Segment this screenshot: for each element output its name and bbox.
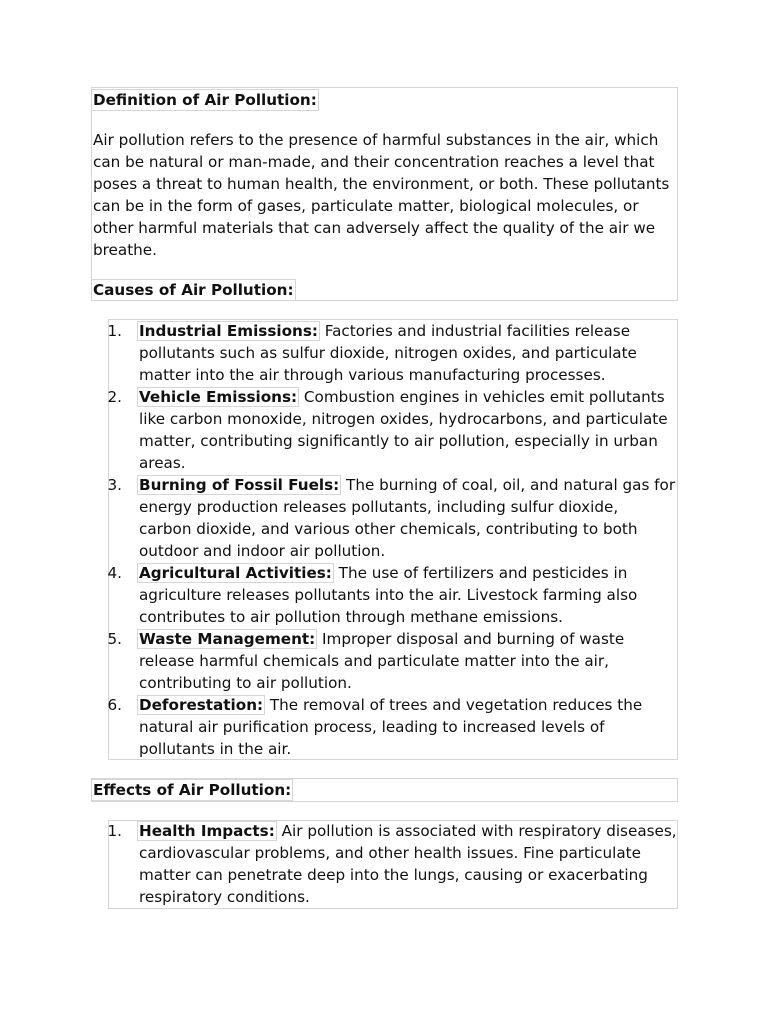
list-text: Air pollution is associated with respiratory diseases, <box>276 822 677 840</box>
list-term: Burning of Fossil Fuels: <box>139 476 340 494</box>
list-text: contributes to air pollution through methane emissions. <box>139 608 563 626</box>
list-text: release harmful chemicals and particulate matter into the air, <box>139 652 609 670</box>
list-text: The removal of trees and vegetation reduces the <box>265 696 643 714</box>
list-text: Combustion engines in vehicles emit pollutants <box>299 388 665 406</box>
list-text: Factories and industrial facilities release <box>319 322 631 340</box>
effects-heading: Effects of Air Pollution: <box>93 781 292 799</box>
paragraph-line: can be natural or man-made, and their concentration reaches a level that <box>93 153 655 171</box>
list-number: 5. <box>107 630 122 648</box>
list-text: The burning of coal, oil, and natural gas for <box>341 476 676 494</box>
paragraph-line: Air pollution refers to the presence of harmful substances in the air, which <box>93 131 659 149</box>
list-text: respiratory conditions. <box>139 888 310 906</box>
list-text: matter, contributing significantly to air pollution, especially in urban <box>139 432 658 450</box>
list-text: outdoor and indoor air pollution. <box>139 542 386 560</box>
list-number: 4. <box>107 564 122 582</box>
causes-items <box>0 320 768 760</box>
paragraph-line: other harmful materials that can adversely affect the quality of the air we <box>93 219 656 237</box>
definition-heading: Definition of Air Pollution: <box>93 91 317 109</box>
list-text: pollutants such as sulfur dioxide, nitrogen oxides, and particulate <box>139 344 637 362</box>
list-text: natural air purification process, leading to increased levels of <box>139 718 605 736</box>
list-text: pollutants in the air. <box>139 740 292 758</box>
list-text: Improper disposal and burning of waste <box>317 630 625 648</box>
paragraph-line: breathe. <box>93 241 157 259</box>
list-text: agriculture releases pollutants into the air. Livestock farming also <box>139 586 638 604</box>
list-text: areas. <box>139 454 186 472</box>
list-text: contributing to air pollution. <box>139 674 352 692</box>
list-term: Health Impacts: <box>139 822 275 840</box>
causes-heading: Causes of Air Pollution: <box>93 281 294 299</box>
list-term: Industrial Emissions: <box>139 322 318 340</box>
effects-items <box>0 820 768 909</box>
list-number: 1. <box>107 322 122 340</box>
list-number: 3. <box>107 476 122 494</box>
list-term: Agricultural Activities: <box>139 564 332 582</box>
list-text: matter into the air through various manufacturing processes. <box>139 366 606 384</box>
list-text: carbon dioxide, and various other chemicals, contributing to both <box>139 520 638 538</box>
list-text: The use of fertilizers and pesticides in <box>333 564 628 582</box>
definition-paragraph <box>93 129 669 261</box>
effects-heading-box <box>91 778 678 802</box>
list-term: Waste Management: <box>139 630 316 648</box>
list-term: Deforestation: <box>139 696 264 714</box>
list-number: 2. <box>107 388 122 406</box>
list-term: Vehicle Emissions: <box>139 388 298 406</box>
list-text: energy production releases pollutants, including sulfur dioxide, <box>139 498 619 516</box>
list-text: like carbon monoxide, nitrogen oxides, hydrocarbons, and particulate <box>139 410 668 428</box>
list-text: cardiovascular problems, and other health issues. Fine particulate <box>139 844 641 862</box>
paragraph-line: poses a threat to human health, the environment, or both. These pollutants <box>93 175 670 193</box>
definition-section <box>91 87 678 301</box>
list-number: 6. <box>107 696 122 714</box>
list-number: 1. <box>107 822 122 840</box>
list-text: matter can penetrate deep into the lungs, causing or exacerbating <box>139 866 648 884</box>
paragraph-line: can be in the form of gases, particulate matter, biological molecules, or <box>93 197 639 215</box>
